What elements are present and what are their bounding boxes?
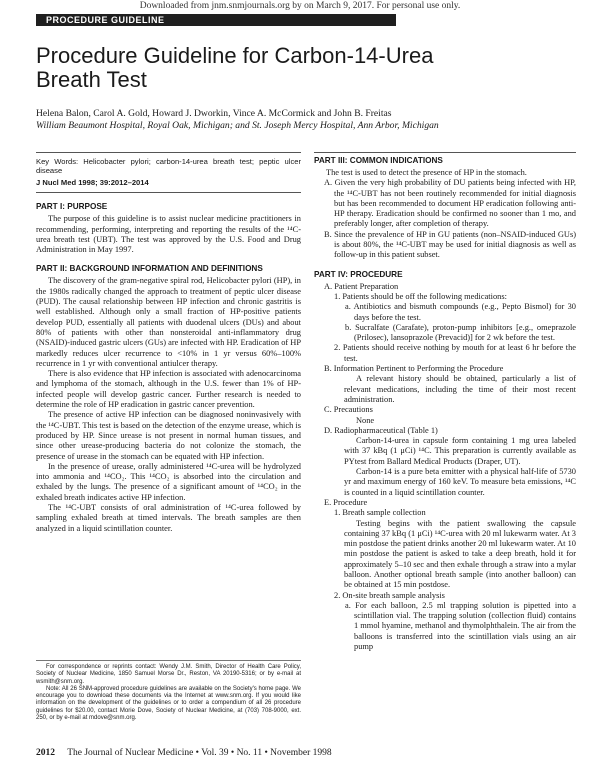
correspondence-footnote [36, 660, 301, 722]
paragraph: In the presence of urease, orally administered ¹⁴C-urea will be hydrolyzed into ammonia and ¹⁴CO₂. This ¹⁴CO₂ is absorbed into the circulation and exhaled by the lungs. The presence of a significant amount of ¹⁴CO₂ in the exhaled breath indicates active HP infection. [36, 461, 301, 502]
paragraph: The presence of active HP infection can be diagnosed noninvasively with the ¹⁴C-UBT. This test is based on the detection of the enzyme urease, which is produced by HP. Since urease is not present in normal human tissues, and since other urease-producing bacteria do not colonize the stomach, the presence of urease in the stomach can be equated with HP infection. [36, 410, 301, 461]
section-banner: PROCEDURE GUIDELINE [36, 14, 396, 26]
section-heading: PART I: PURPOSE [36, 202, 108, 212]
paragraph: a. Antibiotics and bismuth compounds (e.g., Pepto Bismol) for 30 days before the test. [345, 302, 576, 322]
paragraph: C. Precautions [324, 405, 373, 415]
paragraph: a. For each balloon, 2.5 ml trapping solution is pipetted into a scintillation vial. The trapping solution (collection fluid) contains 1 mmol hyamine, methanol and thymolphthalein. The air from the balloons is transferred into the scintillation vials using an air pump [345, 600, 576, 652]
paragraph: Carbon-14-urea in capsule form containing 1 mg urea labeled with 37 kBq (1 μCi) ¹⁴C. This preparation is currently available as PYtest from Ballard Medical Products (Draper, UT). [344, 436, 576, 466]
paragraph: The purpose of this guideline is to assist nuclear medicine practitioners in recommending, performing, interpreting and reporting the results of the ¹⁴C-urea breath test (UBT). The test was approved by the U.S. Food and Drug Administration in May 1997. [36, 214, 301, 255]
paragraph: None [356, 415, 375, 425]
paragraph: b. Sucralfate (Carafate), proton-pump inhibitors [e.g., omeprazole (Prilosec), lansoprazole (Prevacid)] for 2 wk before the test. [345, 322, 576, 343]
paragraph: 2. Patients should receive nothing by mouth for at least 6 hr before the test. [334, 343, 576, 363]
affiliations: William Beaumont Hospital, Royal Oak, Michigan; and St. Joseph Mercy Hospital, Ann Arbor, Michigan [36, 120, 439, 131]
paragraph: 1. Patients should be off the following medications: [334, 291, 507, 301]
paragraph: E. Procedure [324, 497, 368, 507]
paragraph: 1. Breath sample collection [334, 508, 426, 518]
right-column-body [314, 152, 576, 652]
paragraph: B. Since the prevalence of HP in GU patients (non–NSAID-induced GUs) is about 80%, the ¹⁴C-UBT may be used for initial diagnosis as well as follow-up in this patient subset. [324, 229, 576, 260]
page-number: 2012 [36, 748, 55, 758]
right-column [314, 152, 576, 652]
section-heading: PART II: BACKGROUND INFORMATION AND DEFINITIONS [36, 264, 263, 274]
paragraph: Carbon-14 is a pure beta emitter with a physical half-life of 5730 yr and maximum energy of 160 keV. To measure beta emissions, ¹⁴C is counted in a liquid scintillation counter. [344, 467, 576, 497]
paragraph: 2. On-site breath sample analysis [334, 590, 445, 600]
left-column-body [36, 202, 301, 534]
paragraph: The test is used to detect the presence of HP in the stomach. [326, 168, 527, 177]
paragraph: A. Patient Preparation [324, 281, 399, 291]
download-note: Downloaded from jnm.snmjournals.org by on March 9, 2017. For personal use only. [139, 1, 461, 11]
paragraph: D. Radiopharmaceutical (Table 1) [324, 425, 438, 435]
section-heading: PART III: COMMON INDICATIONS [314, 152, 576, 166]
keywords: Key Words: Helicobacter pylori; carbon-14-urea breath test; peptic ulcer disease [36, 152, 301, 175]
footnote-note: Note: All 26 SNM-approved procedure guidelines are available on the Society's home page. We encourage you to download these documents via the Internet at www.snm.org. If you would like information on the development of the guidelines or to order a compendium of all 26 procedure guidelines for $20.00, contact Morie Dove, Society of Nuclear Medicine, at (703) 708-9000, ext. 250, or by e-mail at mdove@snm.org. [36, 685, 301, 722]
footnote-correspondence: For correspondence or reprints contact: Wendy J.M. Smith, Director of Health Care Policy, Society of Nuclear Medicine, 1850 Samuel Morse Dr., Reston, VA 20190-5316; or by e-mail at wsmith@snm.org. [36, 664, 301, 685]
paragraph: B. Information Pertinent to Performing the Procedure [324, 364, 504, 374]
section-heading: PART IV: PROCEDURE [314, 269, 403, 279]
article-title: Procedure Guideline for Carbon-14-Urea Breath Test [36, 43, 434, 92]
paragraph: There is also evidence that HP infection is associated with adenocarcinoma and lymphoma of the stomach, although in the U.S. fewer than 1% of HP-infected people will develop gastric cancer. Further research is needed to determine the role of HP eradication in gastric cancer prevention. [36, 369, 301, 410]
page-footer [36, 748, 576, 758]
paragraph: The ¹⁴C-UBT consists of oral administration of ¹⁴C-urea followed by sampling exhaled breath at timed intervals. The breath samples are then analyzed in a liquid scintillation counter. [36, 503, 301, 533]
author-list: Helena Balon, Carol A. Gold, Howard J. Dworkin, Vince A. McCormick and John B. Freitas [36, 108, 392, 119]
paragraph: Testing begins with the patient swallowing the capsule containing 37 kBq (1 μCi) ¹⁴C-urea with 20 ml lukewarm water. At 3 min postdose the patient drinks another 20 ml lukewarm water. At 10 min postdose the patient is asked to take a deep breath, hold it for approximately 5–10 sec and then exhale through a straw into a mylar balloon. Another optional breath sample (into another balloon) can be obtained at 15 min postdose. [344, 518, 576, 590]
paragraph: A. Given the very high probability of DU patients being infected with HP, the ¹⁴C-UBT has not been routinely recommended for initial diagnosis but has been recommended to document HP eradication following anti-HP therapy. Eradication should be confirmed no sooner than 1 mo, and preferably longer, after completion of therapy. [324, 178, 576, 229]
left-column [36, 152, 301, 534]
citation: J Nucl Med 1998; 39:2012–2014 [36, 178, 301, 193]
paragraph: A relevant history should be obtained, particularly a list of relevant medications, including the time of their most recent administration. [344, 374, 576, 404]
paragraph: The discovery of the gram-negative spiral rod, Helicobacter pylori (HP), in the 1980s radically changed the approach to treatment of peptic ulcer disease (PUD). The causal relationship between HP infection and chronic gastritis is well established. Although only a small fraction of HP-positive patients develop PUD, essentially all patients with duodenal ulcers (DUs) and about 80% of patients with other than nonsteroidal anti-inflammatory drug (NSAID)-induced gastric ulcers (GUs) are infected with HP. Eradication of HP markedly reduces ulcer recurrence to <10% in 1 yr versus 60%–100% recurrence in 1 yr with conventional antiulcer therapy. [36, 276, 301, 368]
journal-footer: The Journal of Nuclear Medicine • Vol. 39 • No. 11 • November 1998 [67, 748, 332, 758]
